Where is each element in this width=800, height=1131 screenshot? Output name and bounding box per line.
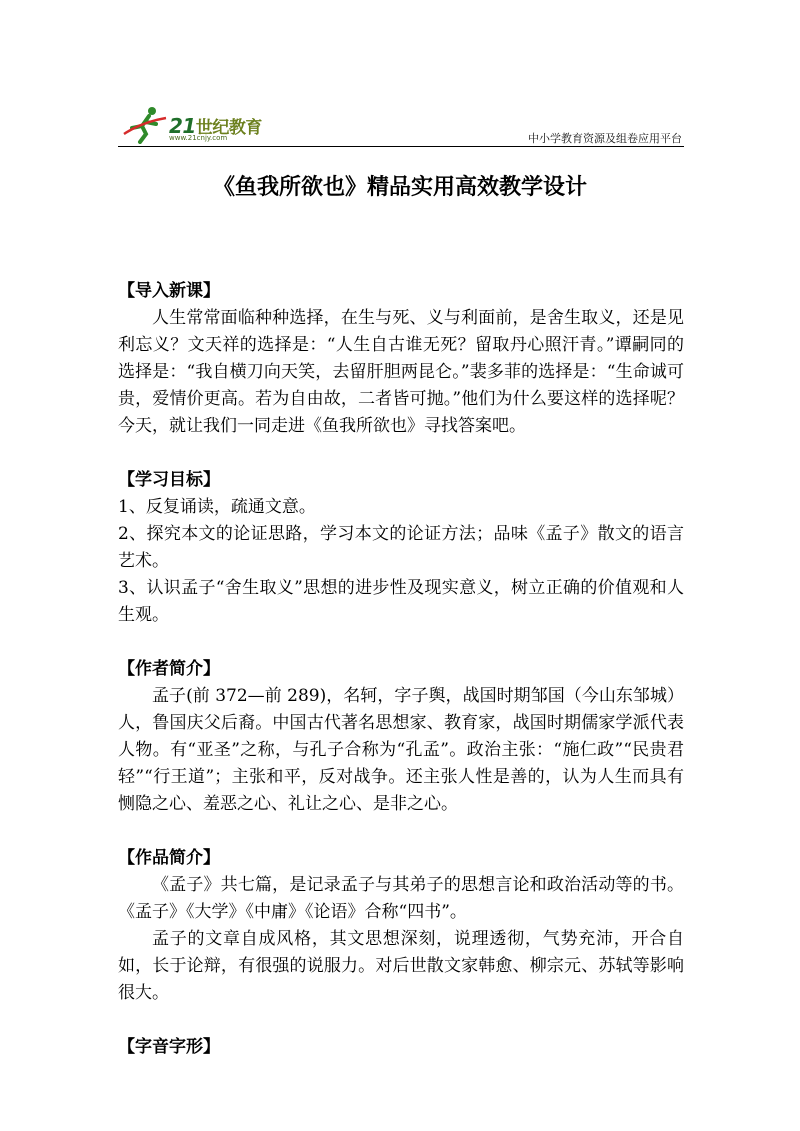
document-body: [118, 278, 684, 1088]
goal-item: 3、认识孟子“舍生取义”思想的进步性及现实意义，树立正确的价值观和人生观。: [118, 578, 684, 625]
section-work: [118, 845, 684, 1007]
page-header: [118, 100, 684, 148]
work-paragraph: 《孟子》共七篇，是记录孟子与其弟子的思想言论和政治活动等的书。《孟子》《大学》《中庸》《论语》合称“四书”。: [118, 875, 684, 922]
logo: [122, 102, 282, 144]
section-intro: [118, 278, 684, 440]
page-title: 《鱼我所欲也》精品实用高效教学设计: [212, 175, 587, 200]
section-chars: [118, 1034, 684, 1061]
author-paragraph: 孟子(前 372—前 289)，名轲，字子舆，战国时期邹国（今山东邹城）人，鲁国庆父后裔。中国古代著名思想家、教育家，战国时期儒家学派代表人物。有“亚圣”之称，与孔子合称为“孔孟”。政治主张：“施仁政”“民贵君轻”“行王道”；主张和平，反对战争。还主张人性是善的，认为人生而具有恻隐之心、羞恶之心、礼让之心、是非之心。: [118, 686, 684, 814]
work-paragraph: 孟子的文章自成风格，其文思想深刻，说理透彻，气势充沛，开合自如，长于论辩，有很强的说服力。对后世散文家韩愈、柳宗元、苏轼等影响很大。: [118, 929, 684, 1003]
intro-paragraph: 人生常常面临种种选择，在生与死、义与利面前，是舍生取义，还是见利忘义？文天祥的选择是：“人生自古谁无死？留取丹心照汗青。”谭嗣同的选择是：“我自横刀向天笑，去留肝胆两昆仑。”裴多菲的选择是：“生命诚可贵，爱情价更高。若为自由故，二者皆可抛。”他们为什么要这样的选择呢？今天，就让我们一同走进《鱼我所欲也》寻找答案吧。: [118, 308, 684, 436]
header-divider: [118, 146, 684, 147]
section-goals: [118, 467, 684, 629]
section-heading: 【导入新课】: [118, 281, 220, 301]
section-author: [118, 656, 684, 818]
logo-url: www.21cnjy.com: [169, 134, 228, 142]
section-heading: 【作品简介】: [118, 848, 220, 868]
logo-text: 21世纪教育: [169, 114, 262, 138]
runner-icon: [122, 104, 168, 144]
platform-name: 中小学教育资源及组卷应用平台: [528, 132, 682, 145]
goal-item: 2、探究本文的论证思路，学习本文的论证方法；品味《孟子》散文的语言艺术。: [118, 524, 684, 571]
goal-item: 1、反复诵读，疏通文意。: [118, 497, 316, 517]
section-heading: 【学习目标】: [118, 470, 220, 490]
section-heading: 【字音字形】: [118, 1037, 220, 1057]
section-heading: 【作者简介】: [118, 659, 220, 679]
